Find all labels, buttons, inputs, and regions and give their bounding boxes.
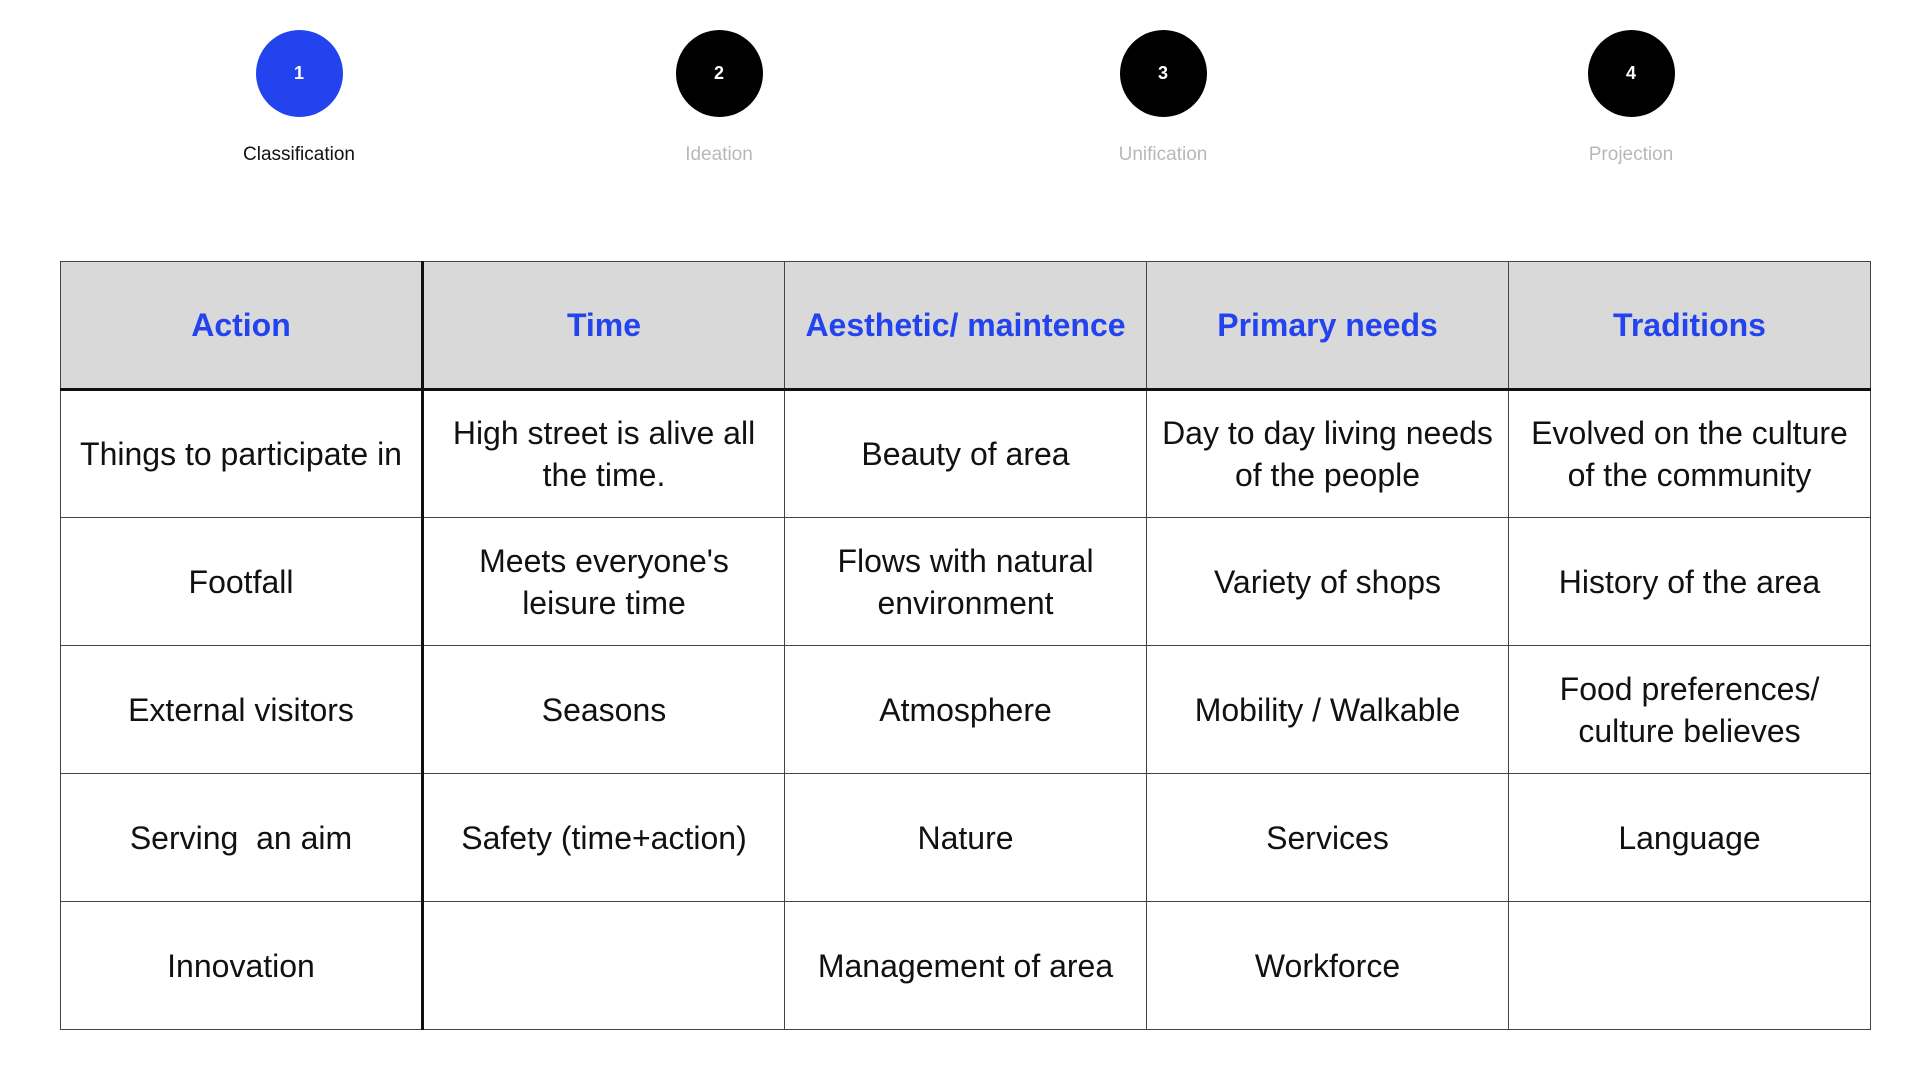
step-classification[interactable]: [179, 30, 419, 166]
table-cell: Evolved on the culture of the community: [1509, 390, 1871, 518]
column-header-primary-needs: Primary needs: [1147, 262, 1509, 390]
table-row: [61, 518, 1871, 646]
table-cell: Workforce: [1147, 902, 1509, 1030]
step-label: Ideation: [685, 144, 753, 165]
step-unification[interactable]: [1043, 30, 1283, 166]
column-header-aesthetic: Aesthetic/ maintence: [785, 262, 1147, 390]
table-cell: Mobility / Walkable: [1147, 646, 1509, 774]
table-cell: Variety of shops: [1147, 518, 1509, 646]
step-number-badge: 2: [676, 30, 763, 117]
table-cell: External visitors: [61, 646, 423, 774]
step-number-badge: 3: [1120, 30, 1207, 117]
step-label: Unification: [1118, 144, 1208, 165]
table-cell-empty: [423, 902, 785, 1030]
column-header-time: Time: [423, 262, 785, 390]
table-cell-empty: [1509, 902, 1871, 1030]
table-header-row: [61, 262, 1871, 390]
table-cell: Management of area: [785, 902, 1147, 1030]
table-cell: Language: [1509, 774, 1871, 902]
step-label: Projection: [1588, 144, 1674, 165]
table-cell: Serving an aim: [61, 774, 423, 902]
step-label: Classification: [243, 144, 355, 165]
step-number-badge: 4: [1588, 30, 1675, 117]
step-number-badge: 1: [256, 30, 343, 117]
table-cell: Food preferences/ culture believes: [1509, 646, 1871, 774]
classification-table-container: [60, 261, 1871, 1030]
table-cell: Safety (time+action): [423, 774, 785, 902]
table-row: [61, 646, 1871, 774]
table-cell: Seasons: [423, 646, 785, 774]
table-cell: Flows with natural environment: [785, 518, 1147, 646]
table-row: [61, 390, 1871, 518]
table-cell: History of the area: [1509, 518, 1871, 646]
table-row: [61, 774, 1871, 902]
table-cell: Things to participate in: [61, 390, 423, 518]
table-cell: Day to day living needs of the people: [1147, 390, 1509, 518]
table-cell: Services: [1147, 774, 1509, 902]
table-cell: Innovation: [61, 902, 423, 1030]
table-cell: High street is alive all the time.: [423, 390, 785, 518]
step-ideation[interactable]: [599, 30, 839, 166]
progress-stepper: [0, 0, 1920, 190]
table-cell: Footfall: [61, 518, 423, 646]
table-cell: Nature: [785, 774, 1147, 902]
table-row: [61, 902, 1871, 1030]
table-cell: Atmosphere: [785, 646, 1147, 774]
classification-table: [60, 261, 1871, 1030]
table-cell: Meets everyone's leisure time: [423, 518, 785, 646]
column-header-traditions: Traditions: [1509, 262, 1871, 390]
table-cell: Beauty of area: [785, 390, 1147, 518]
column-header-action: Action: [61, 262, 423, 390]
step-projection[interactable]: [1511, 30, 1751, 166]
